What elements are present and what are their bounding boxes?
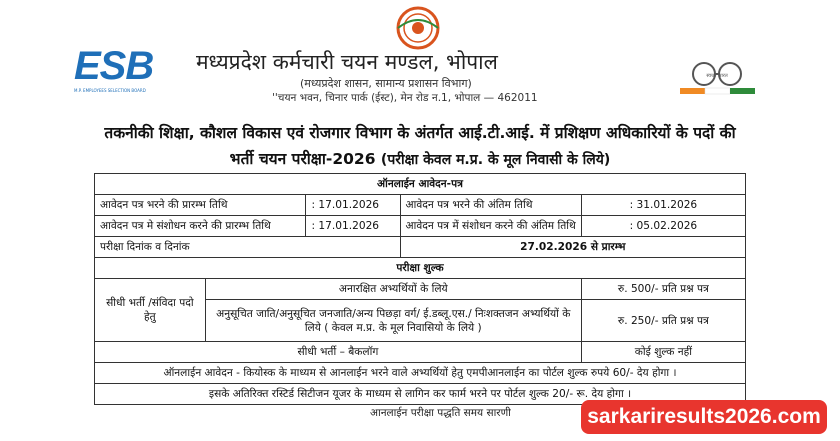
schedule-table <box>94 173 746 405</box>
fee-reserved-category: अनुसूचित जाति/अनुसूचित जनजाति/अन्य पिछड़ा वर्ग/ ई.डब्लू.एस./ निःशक्तजन अभ्यर्थियों के लिये ( केवल म.प्र. के मूल निवासियो के लिये ) <box>205 300 581 342</box>
table-row <box>95 279 746 300</box>
table-row <box>95 363 746 384</box>
notice-title <box>60 120 780 173</box>
correction-end-value: : 05.02.2026 <box>581 216 745 237</box>
board-address: ''चयन भवन, चिनार पार्क (ईस्ट), मेन रोड न.1, भोपाल — 462011 <box>272 92 538 104</box>
notice-title-note: (परीक्षा केवल म.प्र. के मूल निवासी के लिये) <box>380 152 611 168</box>
backlog-fee: कोई शुल्क नहीं <box>581 342 745 363</box>
notice-title-line1: तकनीकी शिक्षा, कौशल विकास एवं रोजगार विभाग के अंतर्गत आई.टी.आई. में प्रशिक्षण अधिकारियों के पदों की <box>104 124 736 142</box>
mp-emblem-icon <box>382 6 454 50</box>
fee-reserved-amount: रु. 250/- प्रति प्रश्न पत्र <box>581 300 745 342</box>
notice-title-line2 <box>60 146 780 173</box>
board-title: मध्यप्रदेश कर्मचारी चयन मण्डल, भोपाल <box>196 50 498 74</box>
table-row <box>95 195 746 216</box>
table-row <box>95 342 746 363</box>
table-section-header <box>95 258 746 279</box>
start-date-value: : 17.01.2026 <box>306 195 400 216</box>
portal-fee-note-1: ऑनलाईन आवेदन - कियोस्क के माध्यम से आनलाईन भरने वाले अभ्यर्थियों हेतु एमपीआनलाईन का पोर्टल शुल्क रुपये 60/- देय होगा । <box>95 363 746 384</box>
fee-unreserved-amount: रु. 500/- प्रति प्रश्न पत्र <box>581 279 745 300</box>
table-section-header <box>95 174 746 195</box>
section-online-application: ऑनलाईन आवेदन-पत्र <box>95 174 746 195</box>
start-date-label: आवेदन पत्र भरने की प्रारम्भ तिथि <box>95 195 306 216</box>
document-header <box>0 0 840 112</box>
exam-schedule-caption: आनलाईन परीक्षा पद्धति समय सारणी <box>370 407 511 419</box>
table-row <box>95 216 746 237</box>
end-date-label: आवेदन पत्र भरने की अंतिम तिथि <box>400 195 581 216</box>
swachh-bharat-logo <box>674 54 760 98</box>
exam-date-value: 27.02.2026 से प्रारम्भ <box>400 237 745 258</box>
notice-title-exam: भर्ती चयन परीक्षा-2026 <box>229 150 376 168</box>
section-exam-fee: परीक्षा शुल्क <box>95 258 746 279</box>
fee-unreserved-category: अनारक्षित अभ्यर्थियों के लिये <box>205 279 581 300</box>
correction-start-label: आवेदन पत्र मे संशोधन करने की प्रारम्भ तिथि <box>95 216 306 237</box>
backlog-label: सीधी भर्ती – बैकलॉग <box>95 342 582 363</box>
esb-logo-caption: M.P. EMPLOYEES SELECTION BOARD <box>74 88 146 93</box>
correction-start-value: : 17.01.2026 <box>306 216 400 237</box>
site-watermark: sarkariresults2026.com <box>581 400 827 434</box>
correction-end-label: आवेदन पत्र में संशोधन करने की अंतिम तिथि <box>400 216 581 237</box>
exam-date-label: परीक्षा दिनांक व दिनांक <box>95 237 401 258</box>
esb-logo-text: ESB <box>74 44 154 88</box>
fee-category-label: सीधी भर्ती /संविदा पदो हेतु <box>95 279 206 342</box>
swachh-bharat-text: स्वच्छ भारत <box>706 73 728 79</box>
portal-fee-note-2: इसके अतिरिक्त रस्टिर्ड सिटीजन यूजर के माध्यम से लागिन कर फार्म भरने पर पोर्टल शुल्क 20/- रू. देय होगा । <box>95 384 746 405</box>
table-row <box>95 237 746 258</box>
esb-logo <box>74 44 174 100</box>
end-date-value: : 31.01.2026 <box>581 195 745 216</box>
board-subtitle: (मध्यप्रदेश शासन, सामान्य प्रशासन विभाग) <box>300 77 472 90</box>
